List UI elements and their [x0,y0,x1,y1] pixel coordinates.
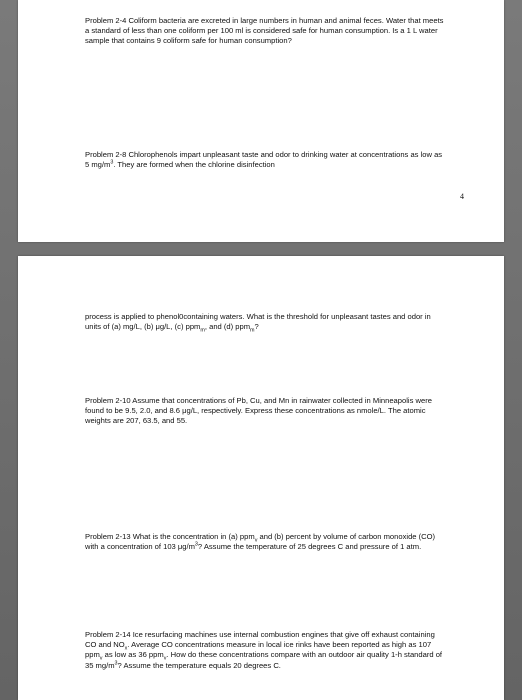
problem-2-14-c: as low as 36 ppm [102,650,164,660]
problem-2-8-cont-sub1: m [200,327,205,334]
problem-2-8-tail: . They are formed when the chlorine disinfection [113,160,275,170]
problem-2-13 [85,532,445,552]
problem-2-8-cont-a: process is applied to phenol0containing waters. What is the threshold for unpleasant tastes and odor in units of (a) mg/L, (b) μg/L, (c) ppm [85,312,431,332]
page-number: 4 [460,192,464,201]
problem-2-14-b: . Average CO concentrations measure in local ice rinks have been reported as high as 107 ppm [85,640,432,660]
problem-2-13-sup: 3 [194,541,198,548]
problem-2-13-b: and (b) percent by volume of carbon monoxide (CO) with a concentration of 103 μg/m [85,532,436,552]
problem-2-8-cont-c: ? [254,322,259,332]
problem-2-14-sub3: v [163,655,167,662]
page-1 [18,0,504,242]
problem-2-14-sub1: x [124,645,128,652]
problem-2-14-a: Problem 2-14 Ice resurfacing machines use internal combustion engines that give off exhaust containing CO and NO [85,630,435,650]
problem-2-13-sub: v [254,537,258,544]
problem-2-14-e: ? Assume the temperature equals 20 degrees C. [117,660,281,670]
problem-2-14-sup: 3 [114,660,118,667]
problem-2-13-a: Problem 2-13 What is the concentration in (a) ppm [85,532,255,541]
problem-2-14-d: . How do these concentrations compare with an outdoor air quality 1-h standard of 35 mg/m [85,650,443,670]
page-gap [0,242,522,256]
problem-2-4: Problem 2-4 Coliform bacteria are excreted in large numbers in human and animal feces. Water that meets a standard of less than one coliform per 100 ml is considered safe for human consumption. Is a 1 L water sample that contains 9 coliform safe for human consumption? [85,16,444,46]
problem-2-8 [85,150,445,170]
problem-2-8-sup: 3 [110,159,114,166]
problem-2-8-cont-b: , and (d) ppm [204,322,251,332]
problem-2-14 [85,630,445,671]
problem-2-14-sub2: v [99,655,103,662]
problem-2-8-lead: Problem 2-8 Chlorophenols impart unpleasant taste and odor to drinking water at concentrations as low as 5 mg/m [85,150,443,170]
problem-2-8-cont-sub2: m [250,327,255,334]
problem-2-10: Problem 2-10 Assume that concentrations of Pb, Cu, and Mn in rainwater collected in Minneapolis were found to be 9.5, 2.0, and 8.6 μg/L, respectively. Express these concentrations as nmole/L. The atomic weights are 207, 63.5, and 55. [85,396,432,426]
problem-2-8-continued [85,312,445,332]
page-2 [18,256,504,700]
problem-2-13-c: ? Assume the temperature of 25 degrees C and pressure of 1 atm. [197,542,422,552]
